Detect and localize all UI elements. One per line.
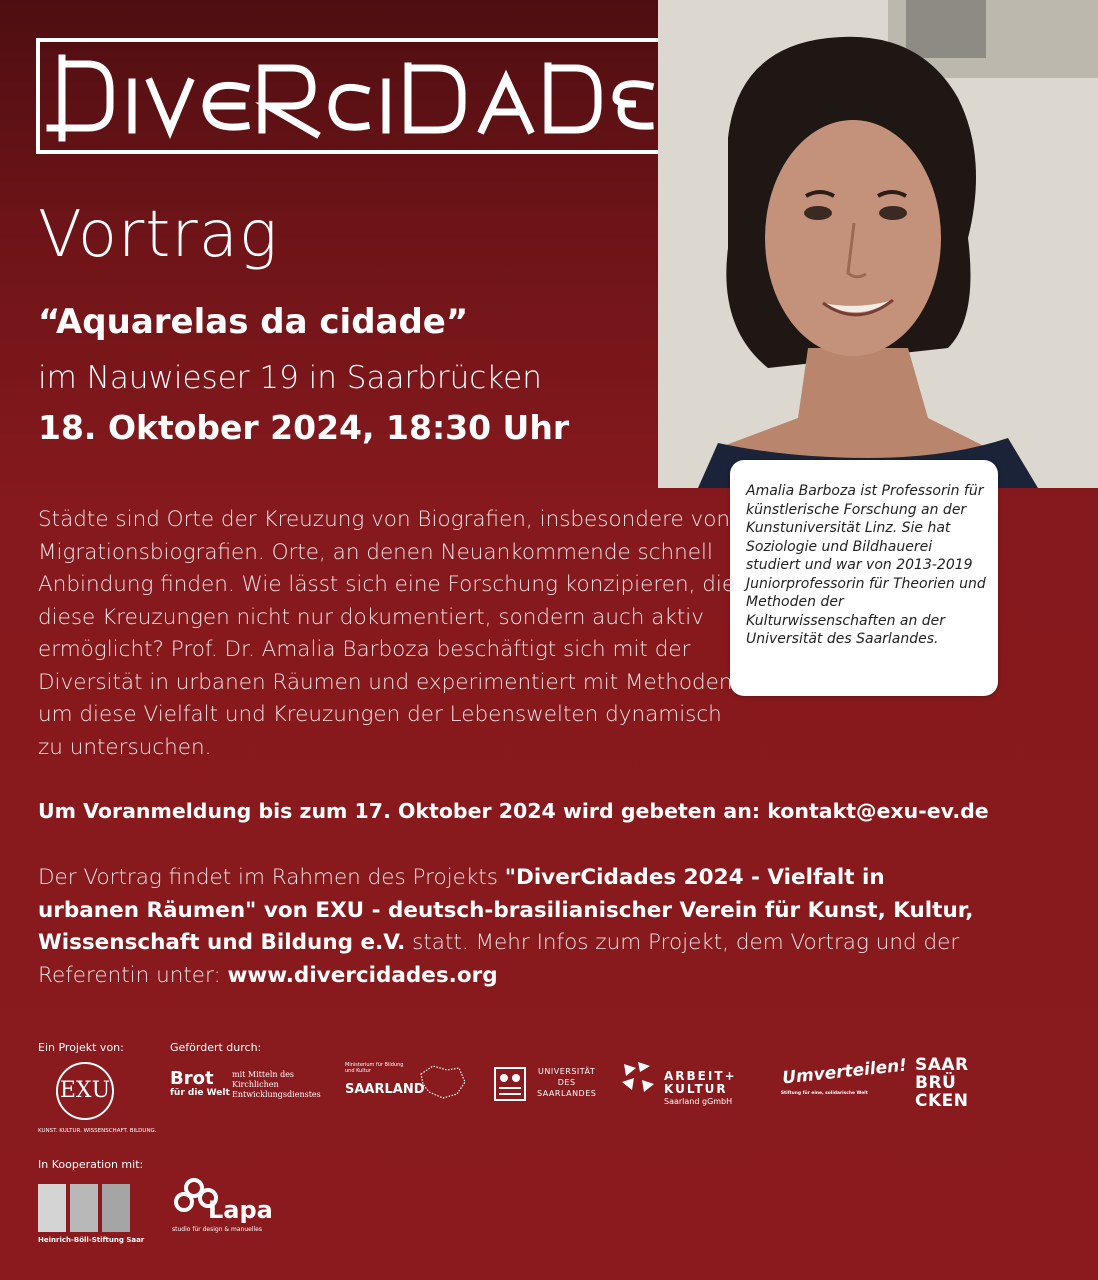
boell-name: Heinrich-Böll-Stiftung Saar bbox=[38, 1236, 145, 1244]
uni-line3: SAARLANDES bbox=[537, 1089, 597, 1098]
brot-text: mit Mitteln des Kirchlichen Entwicklungsdienstes bbox=[232, 1070, 321, 1099]
umverteilen-tagline: Stiftung für eine, solidarische Welt bbox=[780, 1090, 868, 1096]
lapa-tagline: studio für design & manuelles bbox=[172, 1226, 262, 1233]
talk-description: Städte sind Orte der Kreuzung von Biografien, insbesondere von Migrationsbiografien. Orte, an denen Neuankommende schnell Anbindung finden. Wie lässt sich eine Forschung konzipieren, die diese Kreuzungen nicht nur dokumentiert, sondern auch aktiv ermöglicht? Prof. Dr. Amalia Barboza beschäftigt sich mit der Diversität in urbanen Räumen und experimentiert mit Methoden, um diese Vielfalt und Kreuzungen der Lebenswelten dynamisch zu untersuchen. bbox=[38, 507, 740, 760]
arbeit-line1: ARBEIT+ bbox=[664, 1069, 737, 1083]
brot-title: Brot bbox=[170, 1068, 214, 1089]
umverteilen-name: Umverteilen! bbox=[781, 1055, 908, 1089]
project-info-more: statt. Mehr Infos zum Projekt, dem Vortrag und der Referentin unter: bbox=[38, 930, 960, 988]
saarbruecken-line3: CKEN bbox=[915, 1091, 969, 1111]
event-type-heading: Vortrag bbox=[38, 198, 279, 272]
lapa-name: Lapa bbox=[208, 1196, 273, 1224]
project-info bbox=[38, 862, 988, 992]
venue-text: im Nauwieser 19 in Saarbrücken bbox=[38, 360, 542, 396]
arbeit-kultur-logo[interactable] bbox=[620, 1060, 750, 1110]
project-info-name: "DiverCidades 2024 - Vielfalt in urbanen Räumen" von EXU - deutsch-brasilianischer Verein für Kunst, Kultur, Wissenschaft und Bildung e.V. bbox=[38, 865, 974, 955]
brot-fuer-die-welt-logo[interactable] bbox=[170, 1070, 330, 1110]
uni-saarland-logo[interactable] bbox=[493, 1064, 613, 1118]
project-by-label: Ein Projekt von: bbox=[38, 1041, 124, 1054]
brot-subtitle: für die Welt bbox=[170, 1088, 230, 1098]
talk-title: “Aquarelas da cidade” bbox=[38, 302, 469, 342]
lapa-logo[interactable] bbox=[172, 1176, 282, 1246]
project-url-link[interactable]: www.divercidades.org bbox=[227, 962, 498, 988]
umverteilen-logo[interactable] bbox=[780, 1055, 908, 1102]
saarbruecken-logo[interactable] bbox=[915, 1056, 975, 1116]
speaker-bio-card bbox=[730, 460, 998, 696]
uni-owl-icon bbox=[493, 1064, 527, 1102]
arbeit-line3: Saarland gGmbH bbox=[664, 1097, 733, 1106]
boell-block-1 bbox=[38, 1184, 66, 1232]
arbeit-line2: KULTUR bbox=[664, 1082, 728, 1096]
logo-wordmark: DiverCidades bbox=[36, 23, 143, 42]
saarland-ministry-text: Ministerium für Bildung und Kultur bbox=[345, 1062, 404, 1074]
saarland-name: SAARLAND bbox=[345, 1082, 425, 1097]
funded-by-label: Gefördert durch: bbox=[170, 1041, 262, 1054]
exu-logo-letters: EXU bbox=[56, 1062, 114, 1120]
event-date: 18. Oktober 2024, 18:30 Uhr bbox=[38, 408, 570, 447]
boell-block-2 bbox=[70, 1184, 98, 1232]
boell-block-3 bbox=[102, 1184, 130, 1232]
divercidades-logo bbox=[36, 23, 676, 154]
speaker-bio-text: Amalia Barboza ist Professorin für künstlerische Forschung an der Kunstuniversität Linz. Sie hat Soziologie und Bildhauerei studiert und war von 2013-2019 Juniorprofessorin für Theorien und Methoden der Kulturwissenschaften an der Universität des Saarlandes. bbox=[746, 483, 986, 647]
project-info-intro: Der Vortrag findet im Rahmen des Projekts bbox=[38, 865, 505, 890]
registration-note: Um Voranmeldung bis zum 17. Oktober 2024 wird gebeten an: kontakt@exu-ev.de bbox=[38, 799, 989, 823]
saarbruecken-line2: BRÜ bbox=[915, 1073, 957, 1093]
arbeit-kultur-triangles-icon bbox=[620, 1060, 660, 1094]
speaker-portrait-image bbox=[658, 0, 1098, 488]
exu-tagline: KUNST. KULTUR. WISSENSCHAFT. BILDUNG. bbox=[38, 1128, 157, 1134]
uni-line2: DES bbox=[557, 1078, 576, 1087]
cooperation-label: In Kooperation mit: bbox=[38, 1158, 144, 1171]
saarland-map-icon bbox=[417, 1064, 467, 1100]
saarland-ministry-logo[interactable] bbox=[345, 1062, 470, 1102]
uni-line1: UNIVERSITÄT bbox=[538, 1067, 596, 1076]
speaker-photo bbox=[658, 0, 1098, 488]
saarbruecken-line1: SAAR bbox=[915, 1055, 969, 1075]
boell-stiftung-logo[interactable] bbox=[38, 1184, 145, 1250]
exu-logo[interactable] bbox=[38, 1062, 157, 1142]
logo-wordmark-graphic bbox=[36, 23, 676, 154]
